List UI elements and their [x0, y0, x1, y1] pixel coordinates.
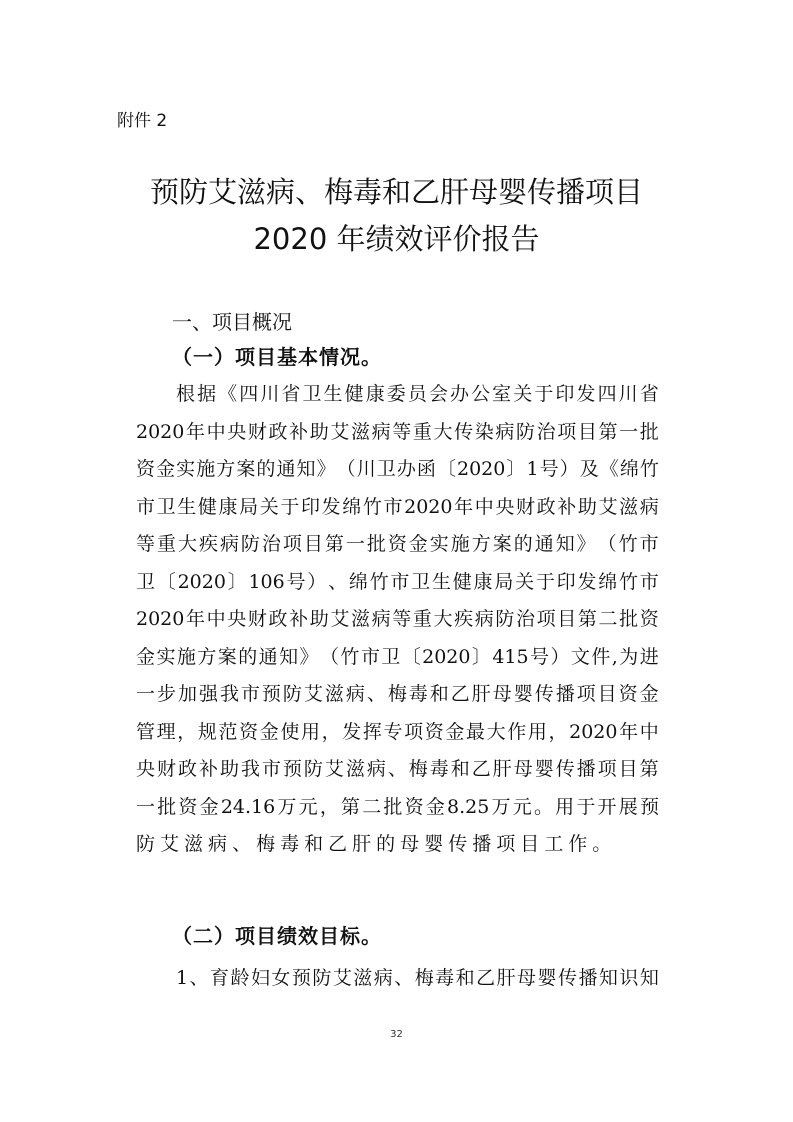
paragraph-line: 根 据 《 四 川 省 卫 生 健 康 委 员 会 办 公 室 关 于 印 发 四 川 省	[176, 383, 659, 405]
paragraph-line: 一 步 加 强 我 市 预 防 艾 滋 病 、 梅 毒 和 乙 肝 母 婴 传 播 项 目 资 金	[136, 683, 659, 705]
document-title-line-2: 2020 年绩效评价报告	[253, 222, 540, 256]
subsection-heading-performance-goals: （二）项目绩效目标。	[172, 924, 382, 948]
paragraph-line: 1 、 育 龄 妇 女 预 防 艾 滋 病 、 梅 毒 和 乙 肝 母 婴 传 播 知 识 知	[176, 967, 659, 989]
subsection-heading-basic-info: （一）项目基本情况。	[172, 345, 382, 369]
paragraph-line: 2020 年 中 央 财 政 补 助 艾 滋 病 等 重 大 传 染 病 防 治 项 目 第 一 批	[136, 421, 659, 443]
document-title-line-1: 预防艾滋病、梅毒和乙肝母婴传播项目	[149, 175, 643, 209]
paragraph-line: 2020 年 中 央 财 政 补 助 艾 滋 病 等 重 大 疾 病 防 治 项 目 第 二 批 资	[136, 608, 659, 630]
section-heading-overview: 一、项目概况	[172, 310, 292, 334]
paragraph-line: 资 金 实 施 方 案 的 通 知 》 （ 川 卫 办 函 〔 2020 〕 1 号 ） 及 《 绵 竹	[136, 458, 659, 480]
paragraph-line: 卫 〔 2020 〕 106 号 ） 、 绵 竹 市 卫 生 健 康 局 关 于 印 发 绵 竹 市	[136, 571, 659, 593]
page-number: 32	[390, 1029, 403, 1040]
paragraph-line: 等 重 大 疾 病 防 治 项 目 第 一 批 资 金 实 施 方 案 的 通 知 》 （ 竹 市	[136, 533, 659, 555]
paragraph-line: 防 艾 滋 病 、 梅 毒 和 乙 肝 的 母 婴 传 播 项 目 工 作 。	[136, 833, 612, 855]
paragraph-line: 市 卫 生 健 康 局 关 于 印 发 绵 竹 市 2020 年 中 央 财 政 补 助 艾 滋 病	[136, 496, 659, 518]
paragraph-line: 管 理 ， 规 范 资 金 使 用 ， 发 挥 专 项 资 金 最 大 作 用 ， 2020 年 中	[136, 721, 659, 743]
paragraph-line: 一 批 资 金 24.16 万 元 ， 第 二 批 资 金 8.25 万 元 。 用 于 开 展 预	[136, 796, 659, 818]
paragraph-line: 央 财 政 补 助 我 市 预 防 艾 滋 病 、 梅 毒 和 乙 肝 母 婴 传 播 项 目 第	[136, 758, 659, 780]
paragraph-line: 金 实 施 方 案 的 通 知 》 （ 竹 市 卫 〔 2020 〕 415 号 ） 文 件 , 为 进	[136, 646, 659, 668]
attachment-label: 附件 2	[117, 111, 168, 131]
